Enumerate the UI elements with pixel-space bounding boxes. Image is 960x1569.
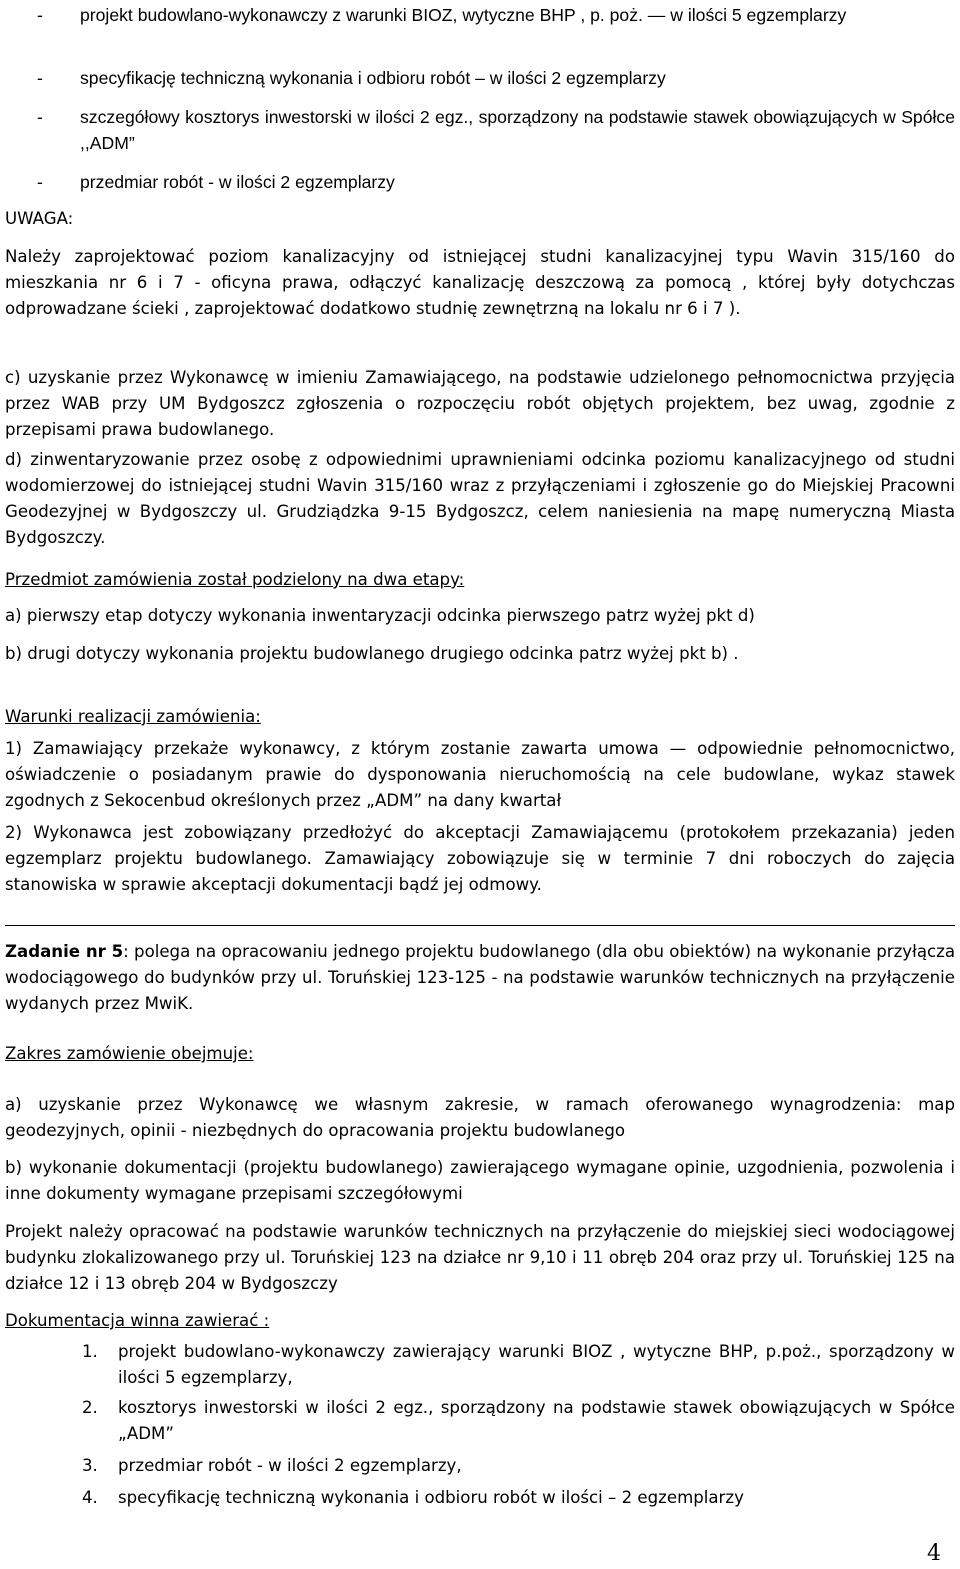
paragraph-d: d) zinwentaryzowanie przez osobę z odpowiednimi uprawnieniami odcinka poziomu kanalizacyjnego od studni wodomierzowej do istniejącej studni Wavin 315/160 wraz z przyłączeniami i zgłoszenie go do Miejskiej Pracowni Geodezyjnej w Bydgoszczy ul. Grudziądzka 9-15 Bydgoszcz, celem naniesienia na mapę numeryczną Miasta Bydgoszczy. <box>5 450 955 547</box>
list-marker: - <box>37 68 43 88</box>
etap-a: a) pierwszy etap dotyczy wykonania inwentaryzacji odcinka pierwszego patrz wyżej pkt d) <box>5 606 755 625</box>
zadanie-paragraph <box>5 939 955 1017</box>
list-marker: 3. <box>82 1456 98 1475</box>
zadanie-label: Zadanie nr 5 <box>5 942 124 961</box>
warunek-2: 2) Wykonawca jest zobowiązany przedłożyć do akceptacji Zamawiającemu (protokołem przekazania) jeden egzemplarz projektu budowlanego. Zamawiający zobowiązuje się w terminie 7 dni roboczych do zajęcia stanowiska w sprawie akceptacji dokumentacji bądź jej odmowy. <box>5 823 955 894</box>
page-number: 4 <box>927 1541 941 1566</box>
zakres-b: b) wykonanie dokumentacji (projektu budowlanego) zawierającego wymagane opinie, uzgodnienia, pozwolenia i inne dokumenty wymagane przepisami szczegółowymi <box>5 1158 955 1203</box>
list-item-text: specyfikację techniczną wykonania i odbioru robót – w ilości 2 egzemplarzy <box>80 68 666 88</box>
warunki-heading: Warunki realizacji zamówienia: <box>5 707 261 726</box>
dokumentacja-heading: Dokumentacja winna zawierać : <box>5 1311 270 1330</box>
warunek-1: 1) Zamawiający przekaże wykonawcy, z którym zostanie zawarta umowa — odpowiednie pełnomocnictwo, oświadczenie o posiadanym prawie do dysponowania nieruchomością na cele budowlane, wykaz stawek zgodnych z Sekocenbud określonych przez „ADM” na dany kwartał <box>5 739 955 810</box>
projekt-paragraph: Projekt należy opracować na podstawie warunków technicznych na przyłączenie do miejskiej sieci wodociągowej budynku zlokalizowanego przy ul. Toruńskiej 123 na działce nr 9,10 i 11 obręb 204 oraz przy ul. Toruńskiej 125 na działce 12 i 13 obręb 204 w Bydgoszczy <box>5 1222 955 1293</box>
list-marker: - <box>37 107 43 127</box>
list-marker: 1. <box>82 1342 98 1361</box>
zakres-a: a) uzyskanie przez Wykonawcę we własnym zakresie, w ramach oferowanego wynagrodzenia: map geodezyjnych, opinii - niezbędnych do opracowania projektu budowlanego <box>5 1095 955 1140</box>
list-item-text: szczegółowy kosztorys inwestorski w ilości 2 egz., sporządzony na podstawie stawek obowiązujących w Spółce ,,ADM” <box>80 107 955 153</box>
list-item-text: kosztorys inwestorski w ilości 2 egz., sporządzony na podstawie stawek obowiązujących w Spółce „ADM” <box>118 1398 955 1443</box>
zadanie-text: : polega na opracowaniu jednego projektu budowlanego (dla obu obiektów) na wykonanie przyłącza wodociągowego do budynków przy ul. Toruńskiej 123-125 - na podstawie warunków technicznych na przyłączenie wydanych przez MwiK. <box>5 942 955 1013</box>
list-item-text: projekt budowlano-wykonawczy zawierający warunki BIOZ , wytyczne BHP, p.poż., sporządzony w ilości 5 egzemplarzy, <box>118 1342 955 1387</box>
list-marker: - <box>37 5 43 25</box>
uwaga-label: UWAGA: <box>5 209 74 228</box>
paragraph-c: c) uzyskanie przez Wykonawcę w imieniu Zamawiającego, na podstawie udzielonego pełnomocnictwa przyjęcia przez WAB przy UM Bydgoszcz zgłoszenia o rozpoczęciu robót objętych projektem, bez uwag, zgodnie z przepisami prawa budowlanego. <box>5 368 955 439</box>
list-item-text: projekt budowlano-wykonawczy z warunki BIOZ, wytyczne BHP , p. poż. — w ilości 5 egzemplarzy <box>80 5 847 25</box>
list-marker: - <box>37 172 43 192</box>
list-marker: 4. <box>82 1488 98 1507</box>
list-marker: 2. <box>82 1398 98 1417</box>
etapy-heading: Przedmiot zamówienia został podzielony na dwa etapy: <box>5 570 465 589</box>
section-divider <box>5 925 955 926</box>
list-item-text: specyfikację techniczną wykonania i odbioru robót w ilości – 2 egzemplarzy <box>118 1488 744 1507</box>
list-item-text: przedmiar robót - w ilości 2 egzemplarzy, <box>118 1456 462 1475</box>
list-item-text: przedmiar robót - w ilości 2 egzemplarzy <box>80 172 395 192</box>
zakres-heading: Zakres zamówienie obejmuje: <box>5 1044 254 1063</box>
uwaga-paragraph: Należy zaprojektować poziom kanalizacyjny od istniejącej studni kanalizacyjnej typu Wavin 315/160 do mieszkania nr 6 i 7 - oficyna prawa, odłączyć kanalizację deszczową za pomocą , której były dotychczas odprowadzane ścieki , zaprojektować dodatkowo studnię zewnętrzną na lokalu nr 6 i 7 ). <box>5 247 955 318</box>
etap-b: b) drugi dotyczy wykonania projektu budowlanego drugiego odcinka patrz wyżej pkt b) . <box>5 644 739 663</box>
